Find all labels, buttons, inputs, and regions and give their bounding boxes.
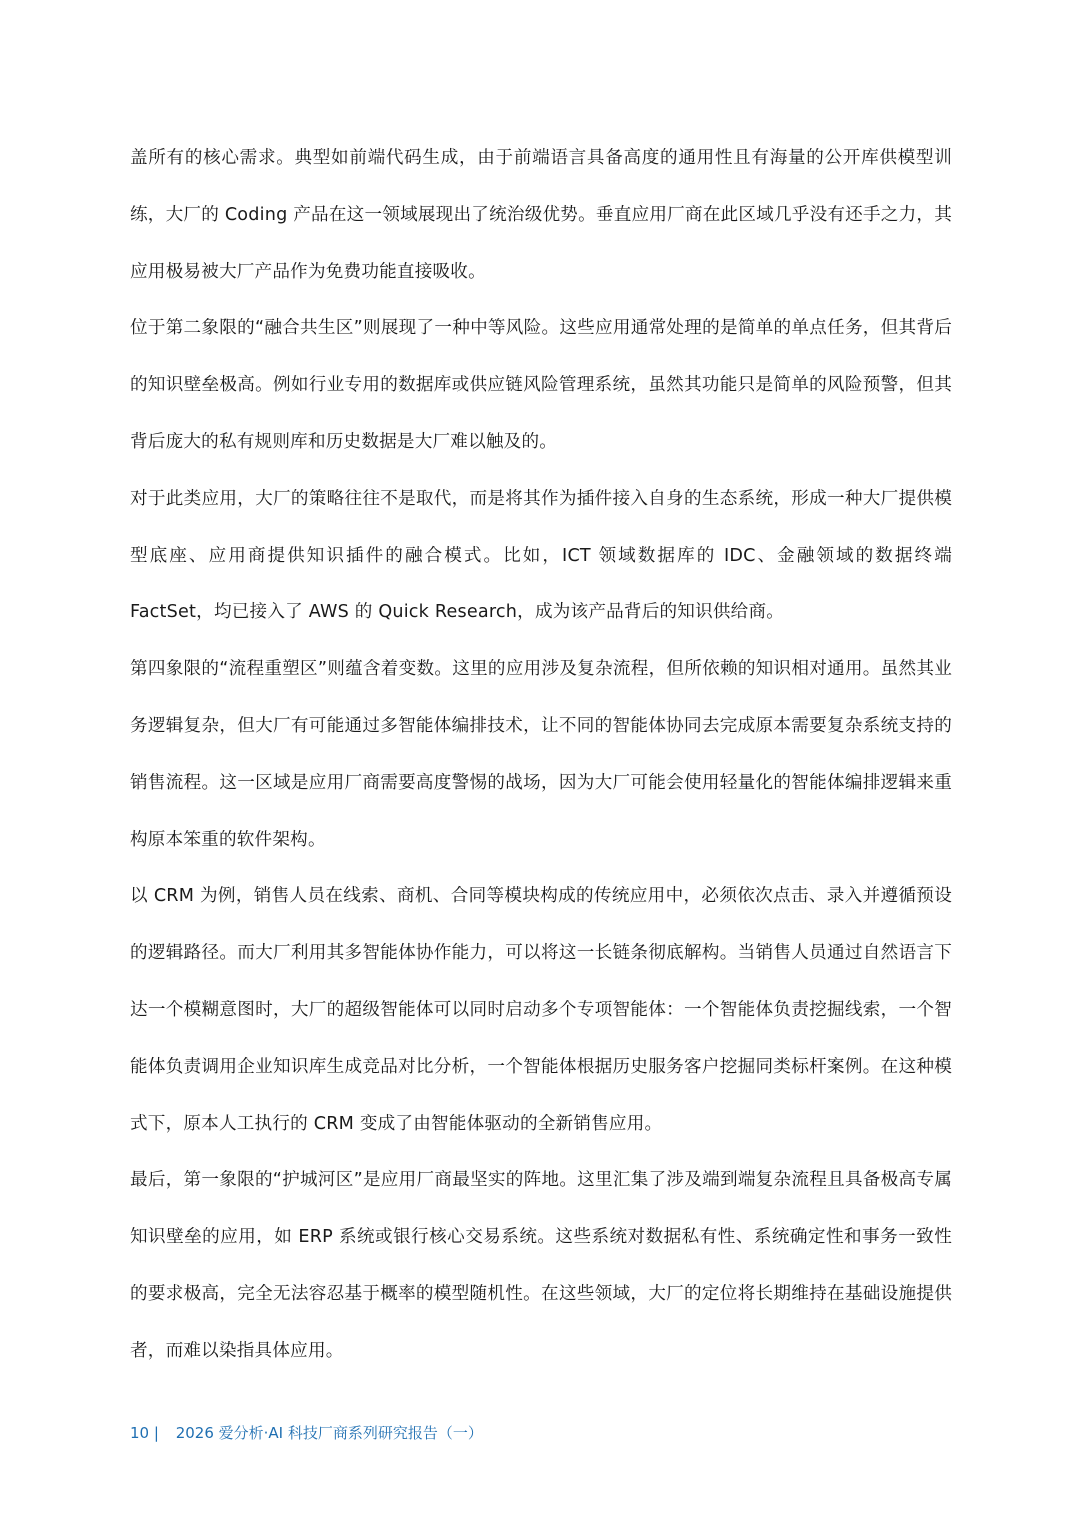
report-title: 2026 爱分析·AI 科技厂商系列研究报告（一） (175, 1424, 483, 1442)
paragraph-5: 以 CRM 为例，销售人员在线索、商机、合同等模块构成的传统应用中，必须依次点击、录入并遵循预设的逻辑路径。而大厂利用其多智能体协作能力，可以将这一长链条彻底解构。当销售人员通过自然语言下达一个模糊意图时，大厂的超级智能体可以同时启动多个专项智能体：一个智能体负责挖掘线索，一个智能体负责调用企业知识库生成竞品对比分析，一个智能体根据历史服务客户挖掘同类标杆案例。在这种模式下，原本人工执行的 CRM 变成了由智能体驱动的全新销售应用。 (130, 886, 952, 1134)
paragraph-4: 第四象限的“流程重塑区”则蕴含着变数。这里的应用涉及复杂流程，但所依赖的知识相对通用。虽然其业务逻辑复杂，但大厂有可能通过多智能体编排技术，让不同的智能体协同去完成原本需要复杂系统支持的销售流程。这一区域是应用厂商需要高度警惕的战场，因为大厂可能会使用轻量化的智能体编排逻辑来重构原本笨重的软件架构。 (130, 659, 952, 850)
paragraph-1: 盖所有的核心需求。典型如前端代码生成，由于前端语言具备高度的通用性且有海量的公开库供模型训练，大厂的 Coding 产品在这一领域展现出了统治级优势。垂直应用厂商在此区域几乎没有还手之力，其应用极易被大厂产品作为免费功能直接吸收。 (130, 148, 952, 282)
paragraph-6: 最后，第一象限的“护城河区”是应用厂商最坚实的阵地。这里汇集了涉及端到端复杂流程且具备极高专属知识壁垒的应用，如 ERP 系统或银行核心交易系统。这些系统对数据私有性、系统确定性和事务一致性的要求极高，完全无法容忍基于概率的模型随机性。在这些领域，大厂的定位将长期维持在基础设施提供者，而难以染指具体应用。 (130, 1170, 952, 1361)
page-number: 10 | (130, 1424, 159, 1442)
paragraph-3: 对于此类应用，大厂的策略往往不是取代，而是将其作为插件接入自身的生态系统，形成一种大厂提供模型底座、应用商提供知识插件的融合模式。比如，ICT 领域数据库的 IDC、金融领域的数据终端 FactSet，均已接入了 AWS 的 Quick Research，成为该产品背后的知识供给商。 (130, 488, 952, 623)
body-text (130, 130, 952, 1380)
paragraph-2: 位于第二象限的“融合共生区”则展现了一种中等风险。这些应用通常处理的是简单的单点任务，但其背后的知识壁垒极高。例如行业专用的数据库或供应链风险管理系统，虽然其功能只是简单的风险预警，但其背后庞大的私有规则库和历史数据是大厂难以触及的。 (130, 318, 952, 452)
page-footer (130, 1422, 483, 1443)
